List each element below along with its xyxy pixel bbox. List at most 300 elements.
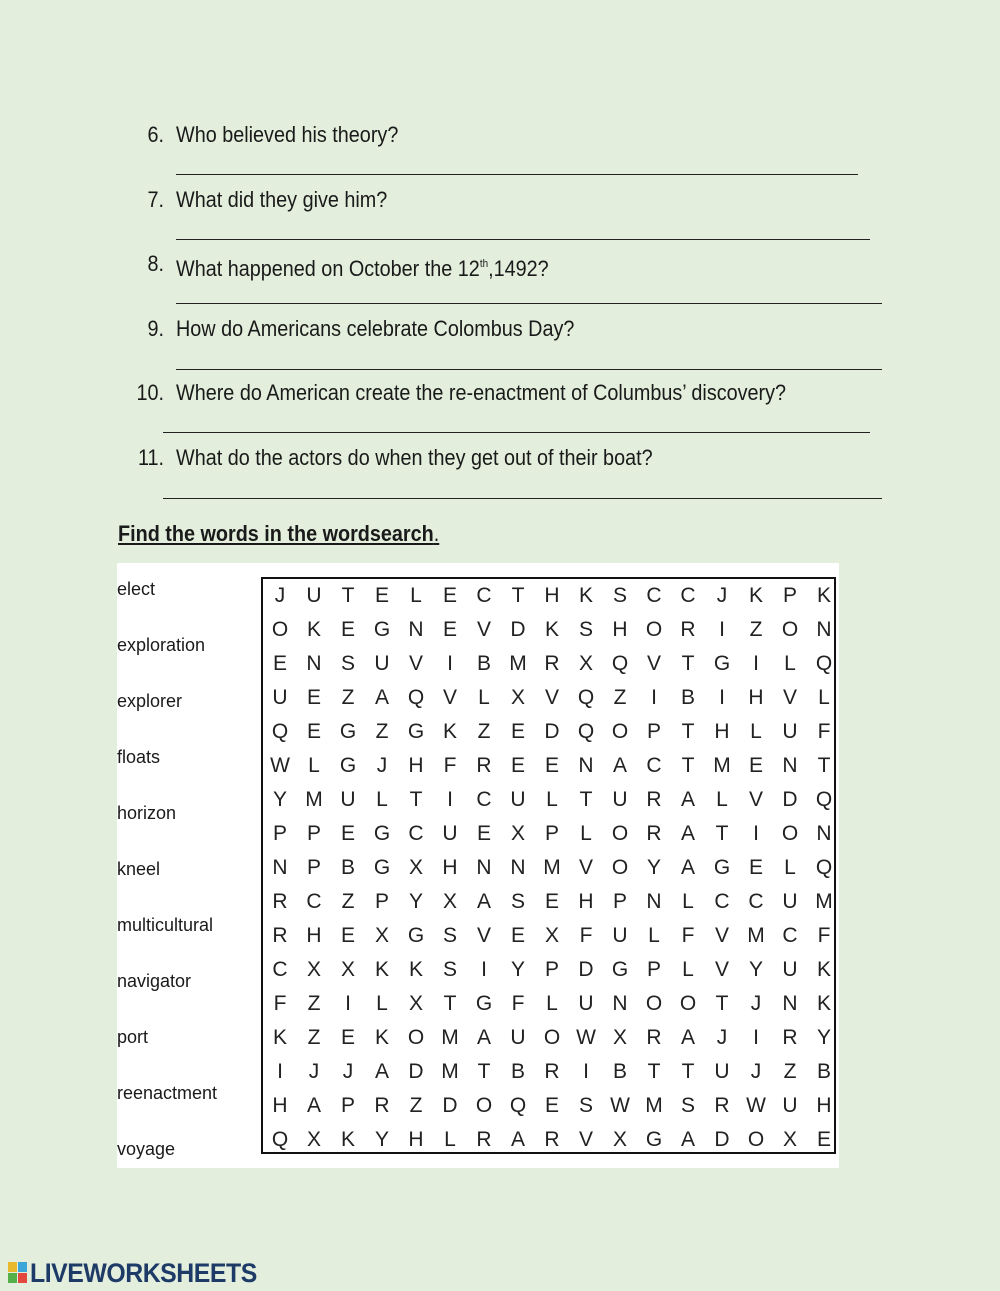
grid-letter[interactable]: G — [373, 856, 391, 879]
grid-letter[interactable]: L — [784, 856, 796, 879]
grid-letter[interactable]: L — [716, 788, 728, 811]
grid-letter[interactable]: T — [817, 754, 831, 777]
grid-letter[interactable]: V — [408, 652, 423, 675]
grid-letter[interactable]: Q — [611, 652, 629, 675]
grid-letter[interactable]: C — [646, 754, 662, 777]
grid-letter[interactable]: C — [646, 584, 662, 607]
grid-letter[interactable]: N — [816, 618, 832, 641]
grid-letter[interactable]: P — [374, 890, 389, 913]
grid-letter[interactable]: V — [578, 856, 593, 879]
grid-letter[interactable]: I — [753, 822, 759, 845]
grid-letter[interactable]: O — [407, 1026, 425, 1049]
grid-letter[interactable]: E — [510, 720, 525, 743]
grid-letter[interactable]: O — [645, 992, 663, 1015]
answer-line[interactable] — [176, 369, 882, 370]
grid-letter[interactable]: T — [579, 788, 593, 811]
grid-letter[interactable]: C — [714, 890, 730, 913]
grid-letter[interactable]: X — [510, 686, 525, 709]
grid-letter[interactable]: N — [408, 618, 424, 641]
grid-letter[interactable]: Y — [272, 788, 287, 811]
grid-letter[interactable]: Z — [307, 992, 321, 1015]
grid-letter[interactable]: B — [340, 856, 355, 879]
grid-letter[interactable]: E — [340, 1026, 355, 1049]
question-number: 11. — [137, 445, 164, 470]
grid-letter[interactable]: G — [339, 754, 357, 777]
grid-letter[interactable]: L — [444, 1128, 456, 1151]
grid-letter[interactable]: W — [576, 1026, 596, 1049]
grid-letter[interactable]: Q — [407, 686, 425, 709]
grid-letter[interactable]: J — [750, 992, 762, 1015]
grid-letter[interactable]: G — [407, 924, 425, 947]
grid-letter[interactable]: F — [681, 924, 695, 947]
grid-letter[interactable]: Q — [509, 1094, 527, 1117]
grid-letter[interactable]: N — [578, 754, 594, 777]
grid-letter[interactable]: A — [476, 890, 491, 913]
grid-letter[interactable]: P — [612, 890, 627, 913]
grid-letter[interactable]: K — [340, 1128, 355, 1151]
grid-letter[interactable]: Y — [510, 958, 525, 981]
grid-letter[interactable]: X — [306, 958, 321, 981]
grid-letter[interactable]: K — [578, 584, 593, 607]
grid-letter[interactable]: F — [443, 754, 457, 777]
grid-letter[interactable]: Z — [375, 720, 389, 743]
grid-letter[interactable]: U — [782, 890, 798, 913]
grid-letter[interactable]: P — [340, 1094, 355, 1117]
grid-letter[interactable]: D — [408, 1060, 424, 1083]
grid-letter[interactable]: S — [612, 584, 627, 607]
grid-letter[interactable]: L — [546, 992, 558, 1015]
grid-letter[interactable]: U — [782, 1094, 798, 1117]
grid-letter[interactable]: J — [750, 1060, 762, 1083]
grid-letter[interactable]: E — [476, 822, 491, 845]
question-number: 7. — [147, 187, 164, 212]
grid-letter[interactable]: K — [306, 618, 321, 641]
grid-letter[interactable]: J — [716, 584, 728, 607]
grid-letter[interactable]: R — [374, 1094, 390, 1117]
grid-letter[interactable]: O — [645, 618, 663, 641]
grid-letter[interactable]: G — [339, 720, 357, 743]
grid-letter[interactable]: Y — [816, 1026, 831, 1049]
grid-letter[interactable]: K — [374, 958, 389, 981]
grid-letter[interactable]: H — [544, 584, 560, 607]
grid-letter[interactable]: V — [714, 924, 729, 947]
grid-letter[interactable]: X — [340, 958, 355, 981]
grid-letter[interactable]: H — [306, 924, 322, 947]
grid-letter[interactable]: A — [510, 1128, 525, 1151]
grid-letter[interactable]: R — [544, 1128, 560, 1151]
grid-letter[interactable]: S — [442, 924, 457, 947]
grid-letter[interactable]: V — [476, 924, 491, 947]
grid-letter[interactable]: F — [273, 992, 287, 1015]
grid-letter[interactable]: Y — [408, 890, 423, 913]
grid-letter[interactable]: R — [544, 652, 560, 675]
grid-letter[interactable]: P — [544, 958, 559, 981]
grid-letter[interactable]: H — [816, 1094, 832, 1117]
grid-letter[interactable]: S — [680, 1094, 695, 1117]
grid-letter[interactable]: T — [477, 1060, 491, 1083]
grid-letter[interactable]: L — [648, 924, 660, 947]
grid-letter[interactable]: T — [511, 584, 525, 607]
grid-letter[interactable]: W — [270, 754, 290, 777]
grid-letter[interactable]: A — [374, 1060, 389, 1083]
grid-letter[interactable]: K — [374, 1026, 389, 1049]
grid-letter[interactable]: C — [272, 958, 288, 981]
grid-letter[interactable]: J — [342, 1060, 354, 1083]
grid-letter[interactable]: A — [680, 1026, 695, 1049]
grid-letter[interactable]: E — [272, 652, 287, 675]
grid-letter[interactable]: B — [476, 652, 491, 675]
grid-letter[interactable]: T — [681, 652, 695, 675]
grid-letter[interactable]: X — [578, 652, 593, 675]
grid-letter[interactable]: Q — [577, 686, 595, 709]
grid-letter[interactable]: H — [748, 686, 764, 709]
grid-letter[interactable]: L — [750, 720, 762, 743]
grid-letter[interactable]: Q — [271, 720, 289, 743]
grid-letter[interactable]: S — [340, 652, 355, 675]
grid-letter[interactable]: X — [306, 1128, 321, 1151]
grid-letter[interactable]: B — [816, 1060, 831, 1083]
grid-letter[interactable]: K — [816, 584, 831, 607]
grid-letter[interactable]: P — [782, 584, 797, 607]
grid-letter[interactable]: A — [612, 754, 627, 777]
grid-letter[interactable]: E — [748, 754, 763, 777]
grid-letter[interactable]: I — [481, 958, 487, 981]
grid-letter[interactable]: E — [510, 754, 525, 777]
grid-letter[interactable]: Q — [815, 856, 833, 879]
grid-letter[interactable]: V — [782, 686, 797, 709]
grid-letter[interactable]: E — [340, 924, 355, 947]
grid-letter[interactable]: X — [544, 924, 559, 947]
grid-letter[interactable]: X — [782, 1128, 797, 1151]
grid-letter[interactable]: E — [340, 822, 355, 845]
grid-letter[interactable]: S — [578, 1094, 593, 1117]
grid-letter[interactable]: C — [408, 822, 424, 845]
grid-letter[interactable]: E — [374, 584, 389, 607]
grid-letter[interactable]: J — [274, 584, 286, 607]
grid-letter[interactable]: N — [612, 992, 628, 1015]
grid-letter[interactable]: G — [373, 618, 391, 641]
grid-letter[interactable]: G — [713, 652, 731, 675]
grid-letter[interactable]: S — [442, 958, 457, 981]
grid-letter[interactable]: Z — [613, 686, 627, 709]
grid-letter[interactable]: E — [748, 856, 763, 879]
grid-letter[interactable]: T — [681, 1060, 695, 1083]
grid-letter[interactable]: K — [544, 618, 559, 641]
grid-letter[interactable]: V — [476, 618, 491, 641]
grid-letter[interactable]: H — [442, 856, 458, 879]
grid-letter[interactable]: O — [543, 1026, 561, 1049]
grid-letter[interactable]: N — [476, 856, 492, 879]
grid-letter[interactable]: C — [782, 924, 798, 947]
grid-letter[interactable]: H — [714, 720, 730, 743]
grid-letter[interactable]: G — [645, 1128, 663, 1151]
grid-letter[interactable]: B — [510, 1060, 525, 1083]
grid-letter[interactable]: A — [680, 1128, 695, 1151]
grid-letter[interactable]: N — [306, 652, 322, 675]
grid-letter[interactable]: C — [748, 890, 764, 913]
grid-letter[interactable]: M — [441, 1026, 459, 1049]
grid-letter[interactable]: T — [647, 1060, 661, 1083]
grid-letter[interactable]: N — [510, 856, 526, 879]
grid-letter[interactable]: O — [611, 822, 629, 845]
grid-letter[interactable]: M — [815, 890, 833, 913]
grid-letter[interactable]: I — [753, 652, 759, 675]
grid-letter[interactable]: H — [408, 754, 424, 777]
grid-letter[interactable]: P — [544, 822, 559, 845]
grid-letter[interactable]: U — [612, 788, 628, 811]
grid-letter[interactable]: U — [782, 958, 798, 981]
grid-letter[interactable]: O — [781, 822, 799, 845]
grid-letter[interactable]: K — [816, 958, 831, 981]
grid-letter[interactable]: M — [543, 856, 561, 879]
grid-letter[interactable]: D — [544, 720, 560, 743]
grid-letter[interactable]: X — [408, 992, 423, 1015]
grid-letter[interactable]: Y — [646, 856, 661, 879]
grid-letter[interactable]: I — [719, 686, 725, 709]
grid-letter[interactable]: C — [476, 788, 492, 811]
grid-letter[interactable]: D — [782, 788, 798, 811]
grid-letter[interactable]: L — [410, 584, 422, 607]
grid-letter[interactable]: C — [476, 584, 492, 607]
grid-letter[interactable]: G — [475, 992, 493, 1015]
grid-letter[interactable]: N — [782, 754, 798, 777]
grid-letter[interactable]: X — [408, 856, 423, 879]
grid-letter[interactable]: V — [646, 652, 661, 675]
grid-letter[interactable]: X — [612, 1026, 627, 1049]
question-number: 10. — [136, 380, 164, 405]
grid-letter[interactable]: I — [345, 992, 351, 1015]
grid-letter[interactable]: C — [306, 890, 322, 913]
grid-letter[interactable]: B — [612, 1060, 627, 1083]
grid-letter[interactable]: R — [680, 618, 696, 641]
grid-letter[interactable]: X — [374, 924, 389, 947]
grid-letter[interactable]: V — [578, 1128, 593, 1151]
grid-letter[interactable]: E — [544, 754, 559, 777]
grid-letter[interactable]: Q — [577, 720, 595, 743]
grid-letter[interactable]: S — [578, 618, 593, 641]
grid-letter[interactable]: T — [341, 584, 355, 607]
grid-letter[interactable]: I — [753, 1026, 759, 1049]
answer-line[interactable] — [176, 174, 858, 175]
grid-letter[interactable]: M — [509, 652, 527, 675]
grid-letter[interactable]: C — [680, 584, 696, 607]
grid-letter[interactable]: M — [645, 1094, 663, 1117]
grid-letter[interactable]: V — [714, 958, 729, 981]
answer-line[interactable] — [176, 303, 882, 304]
grid-letter[interactable]: Z — [749, 618, 763, 641]
grid-letter[interactable]: U — [510, 788, 526, 811]
grid-letter[interactable]: T — [443, 992, 457, 1015]
grid-letter[interactable]: T — [681, 754, 695, 777]
grid-letter[interactable]: Z — [783, 1060, 797, 1083]
grid-letter[interactable]: J — [376, 754, 388, 777]
grid-letter[interactable]: I — [447, 652, 453, 675]
grid-letter[interactable]: V — [748, 788, 763, 811]
grid-letter[interactable]: E — [442, 584, 457, 607]
grid-letter[interactable]: K — [816, 992, 831, 1015]
grid-letter[interactable]: E — [442, 618, 457, 641]
grid-letter[interactable]: L — [478, 686, 490, 709]
grid-letter[interactable]: F — [817, 924, 831, 947]
grid-letter[interactable]: I — [277, 1060, 283, 1083]
grid-letter[interactable]: T — [715, 822, 729, 845]
grid-letter[interactable]: U — [442, 822, 458, 845]
grid-letter[interactable]: R — [544, 1060, 560, 1083]
grid-letter[interactable]: L — [580, 822, 592, 845]
grid-letter[interactable]: I — [719, 618, 725, 641]
grid-letter[interactable]: K — [272, 1026, 287, 1049]
grid-letter[interactable]: H — [578, 890, 594, 913]
grid-letter[interactable]: U — [578, 992, 594, 1015]
grid-letter[interactable]: V — [544, 686, 559, 709]
grid-letter[interactable]: O — [611, 720, 629, 743]
grid-letter[interactable]: N — [816, 822, 832, 845]
grid-letter[interactable]: G — [373, 822, 391, 845]
grid-letter[interactable]: F — [511, 992, 525, 1015]
grid-letter[interactable]: L — [818, 686, 830, 709]
grid-letter[interactable]: M — [713, 754, 731, 777]
grid-letter[interactable]: S — [510, 890, 525, 913]
grid-letter[interactable]: J — [716, 1026, 728, 1049]
grid-letter[interactable]: O — [611, 856, 629, 879]
grid-letter[interactable]: L — [376, 788, 388, 811]
grid-letter[interactable]: Z — [409, 1094, 423, 1117]
grid-letter[interactable]: D — [578, 958, 594, 981]
grid-letter[interactable]: T — [715, 992, 729, 1015]
grid-letter[interactable]: Z — [307, 1026, 321, 1049]
grid-letter[interactable]: H — [272, 1094, 288, 1117]
grid-letter[interactable]: D — [442, 1094, 458, 1117]
grid-letter[interactable]: O — [271, 618, 289, 641]
grid-letter[interactable]: K — [408, 958, 423, 981]
grid-letter[interactable]: U — [510, 1026, 526, 1049]
grid-letter[interactable]: R — [272, 924, 288, 947]
grid-letter[interactable]: Z — [477, 720, 491, 743]
grid-letter[interactable]: P — [306, 822, 321, 845]
grid-letter[interactable]: Y — [748, 958, 763, 981]
grid-letter[interactable]: N — [272, 856, 288, 879]
grid-letter[interactable]: N — [782, 992, 798, 1015]
grid-letter[interactable]: L — [682, 890, 694, 913]
grid-letter[interactable]: E — [306, 720, 321, 743]
grid-letter[interactable]: X — [510, 822, 525, 845]
answer-line[interactable] — [163, 498, 882, 499]
grid-letter[interactable]: M — [441, 1060, 459, 1083]
grid-letter[interactable]: Q — [271, 1128, 289, 1151]
grid-letter[interactable]: R — [476, 1128, 492, 1151]
grid-letter[interactable]: U — [306, 584, 322, 607]
grid-letter[interactable]: B — [680, 686, 695, 709]
grid-letter[interactable]: I — [583, 1060, 589, 1083]
answer-line[interactable] — [163, 432, 870, 433]
grid-letter[interactable]: W — [610, 1094, 630, 1117]
grid-letter[interactable]: W — [746, 1094, 766, 1117]
grid-letter[interactable]: E — [510, 924, 525, 947]
grid-letter[interactable]: V — [442, 686, 457, 709]
grid-letter[interactable]: A — [680, 788, 695, 811]
grid-letter[interactable]: L — [546, 788, 558, 811]
grid-letter[interactable]: F — [579, 924, 593, 947]
answer-line[interactable] — [176, 239, 870, 240]
grid-letter[interactable]: K — [748, 584, 763, 607]
grid-letter[interactable]: D — [714, 1128, 730, 1151]
grid-letter[interactable]: I — [651, 686, 657, 709]
grid-letter[interactable]: L — [376, 992, 388, 1015]
grid-letter[interactable]: U — [714, 1060, 730, 1083]
grid-letter[interactable]: F — [817, 720, 831, 743]
grid-letter[interactable]: Z — [341, 890, 355, 913]
grid-letter[interactable]: T — [681, 720, 695, 743]
grid-letter[interactable]: U — [272, 686, 288, 709]
grid-letter[interactable]: U — [374, 652, 390, 675]
grid-letter[interactable]: X — [612, 1128, 627, 1151]
grid-letter[interactable]: P — [646, 958, 661, 981]
grid-letter[interactable]: M — [305, 788, 323, 811]
grid-letter[interactable]: M — [747, 924, 765, 947]
grid-letter[interactable]: P — [646, 720, 661, 743]
grid-letter[interactable]: Z — [341, 686, 355, 709]
grid-letter[interactable]: R — [646, 822, 662, 845]
grid-letter[interactable]: J — [308, 1060, 320, 1083]
grid-letter[interactable]: A — [476, 1026, 491, 1049]
grid-letter[interactable]: A — [306, 1094, 321, 1117]
grid-letter[interactable]: E — [544, 890, 559, 913]
grid-letter[interactable]: E — [816, 1128, 831, 1151]
grid-letter[interactable]: O — [781, 618, 799, 641]
grid-letter[interactable]: U — [612, 924, 628, 947]
grid-letter[interactable]: U — [782, 720, 798, 743]
grid-letter[interactable]: O — [747, 1128, 765, 1151]
grid-letter[interactable]: A — [680, 856, 695, 879]
grid-letter[interactable]: R — [272, 890, 288, 913]
grid-letter[interactable]: N — [646, 890, 662, 913]
grid-letter[interactable]: P — [272, 822, 287, 845]
grid-letter[interactable]: Q — [815, 788, 833, 811]
grid-letter[interactable]: G — [713, 856, 731, 879]
grid-letter[interactable]: R — [782, 1026, 798, 1049]
grid-letter[interactable]: I — [447, 788, 453, 811]
grid-letter[interactable]: P — [306, 856, 321, 879]
liveworksheets-logo[interactable] — [8, 1258, 277, 1288]
grid-letter[interactable]: X — [442, 890, 457, 913]
grid-letter[interactable]: R — [646, 1026, 662, 1049]
grid-letter[interactable]: A — [680, 822, 695, 845]
grid-letter[interactable]: R — [714, 1094, 730, 1117]
grid-letter[interactable]: D — [510, 618, 526, 641]
grid-letter[interactable]: Q — [815, 652, 833, 675]
grid-letter[interactable]: G — [407, 720, 425, 743]
grid-letter[interactable]: E — [340, 618, 355, 641]
grid-letter[interactable]: O — [679, 992, 697, 1015]
grid-letter[interactable]: Y — [374, 1128, 389, 1151]
grid-letter[interactable]: L — [784, 652, 796, 675]
grid-letter[interactable]: R — [476, 754, 492, 777]
grid-letter[interactable]: U — [340, 788, 356, 811]
word-list-item: exploration — [117, 635, 206, 655]
grid-letter[interactable]: A — [374, 686, 389, 709]
grid-letter[interactable]: G — [611, 958, 629, 981]
grid-letter[interactable]: K — [442, 720, 457, 743]
grid-letter[interactable]: O — [475, 1094, 493, 1117]
grid-letter[interactable]: H — [408, 1128, 424, 1151]
grid-letter[interactable]: H — [612, 618, 628, 641]
grid-letter[interactable]: L — [682, 958, 694, 981]
grid-letter[interactable]: E — [544, 1094, 559, 1117]
grid-letter[interactable]: T — [409, 788, 423, 811]
grid-letter[interactable]: E — [306, 686, 321, 709]
grid-letter[interactable]: R — [646, 788, 662, 811]
grid-letter[interactable]: L — [308, 754, 320, 777]
